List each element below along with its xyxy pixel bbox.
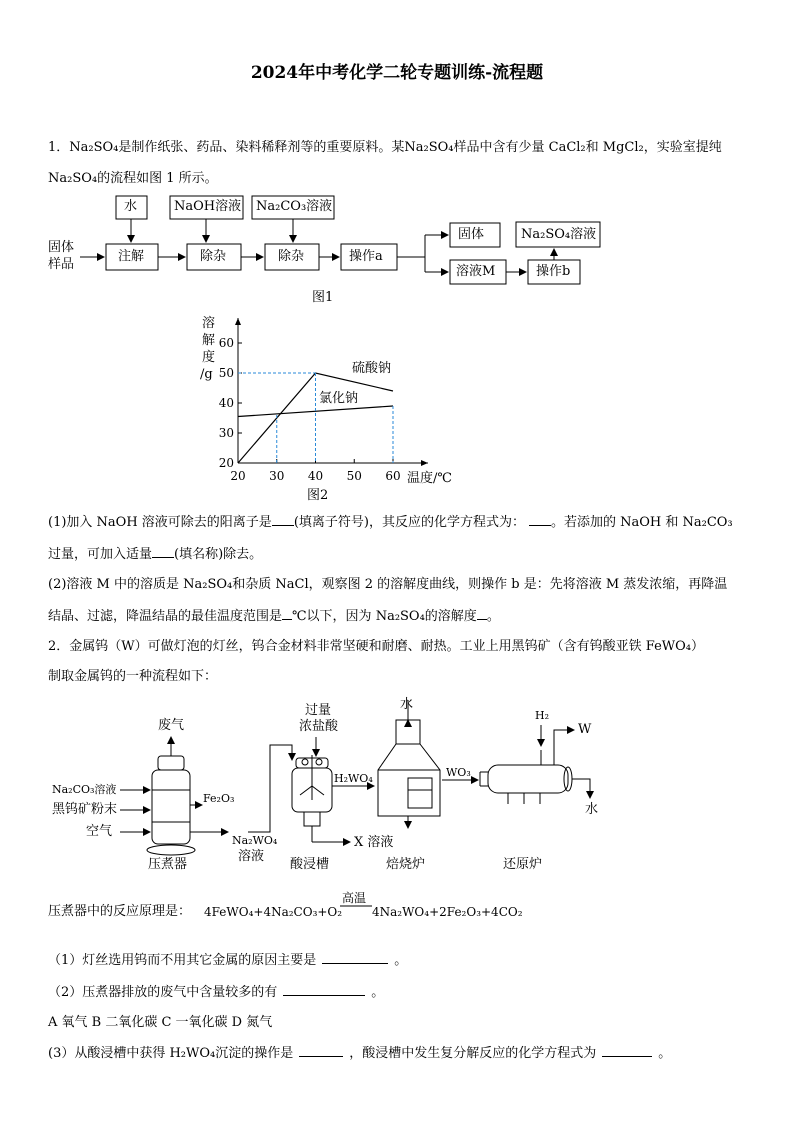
x-tick-label: 50 [346, 469, 362, 483]
label-solution: 溶液 [238, 849, 265, 864]
label-acid-tank: 酸浸槽 [290, 857, 330, 872]
q2-intro-line1: 2．金属钨（W）可做灯泡的灯丝，钨合金材料非常坚硬和耐磨、耐热。工业上用黑钨矿（含有钨酸亚铁 FeWO₄） [48, 639, 704, 654]
label-pressure-cooker: 压煮器 [148, 857, 188, 872]
flow-reagent-naoh: NaOH溶液 [174, 199, 242, 214]
answer-blank-q2-1[interactable] [322, 951, 388, 964]
y-tick-label: 50 [218, 366, 234, 380]
reaction-condition: 高温 [342, 891, 367, 905]
series-label-sodium-sulfate: 硫酸钠 [352, 361, 392, 376]
flow-step-dissolve: 注解 [118, 249, 145, 264]
series-label-sodium-chloride: 氯化钠 [319, 391, 359, 406]
label-na2wo4: Na₂WO₄ [232, 834, 278, 847]
y-tick-label: 60 [218, 336, 234, 350]
label-exhaust-gas: 废气 [158, 718, 185, 733]
q2-sub1 [48, 951, 407, 970]
q1-sub1-text-e: (填名称)除去。 [174, 547, 263, 562]
q2-sub3 [48, 1044, 671, 1063]
label-input-na2co3: Na₂CO₃溶液 [52, 783, 117, 796]
answer-blank-q2-2[interactable] [283, 983, 365, 996]
x-tick-label: 40 [307, 469, 324, 483]
y-tick-label: 40 [218, 396, 234, 410]
chart-ylabel-2: 解 [202, 333, 216, 348]
flow-solution-m: 溶液M [456, 264, 496, 279]
label-x-solution: X 溶液 [354, 835, 394, 850]
q2-sub3-text-c: 。 [658, 1046, 672, 1061]
answer-blank-q2-3a[interactable] [299, 1044, 343, 1057]
q1-sub1-text-b: (填离子符号)，其反应的化学方程式为： [293, 515, 525, 530]
reaction-label: 压煮器中的反应原理是： [48, 904, 192, 919]
flow-solid: 固体 [458, 227, 485, 242]
q2-intro-line2: 制取金属钨的一种流程如下： [48, 669, 218, 684]
chart-ylabel-4: /g [200, 367, 213, 382]
q2-sub3-text-a: (3）从酸浸槽中获得 H₂WO₄沉淀的操作是 [48, 1046, 294, 1061]
flow-product: Na₂SO₄溶液 [521, 227, 597, 242]
q2-sub2-text: （2）压煮器排放的废气中含量较多的有 [48, 985, 278, 1000]
label-reduction-furnace: 还原炉 [503, 857, 543, 872]
label-wo3: WO₃ [446, 766, 471, 779]
flow-step-remove-2: 除杂 [278, 249, 305, 264]
label-h2: H₂ [535, 709, 550, 722]
label-fe2o3: Fe₂O₃ [203, 792, 235, 805]
flow-operation-b: 操作b [536, 264, 571, 279]
label-w: W [578, 722, 592, 737]
flow-input-label-1: 固体 [48, 240, 75, 255]
y-tick-label: 20 [218, 456, 234, 470]
label-input-air: 空气 [86, 824, 113, 839]
answer-blank-q2-3b[interactable] [602, 1044, 652, 1057]
q1-sub1-text-d: 过量，可加入适量 [48, 547, 153, 562]
chart-ylabel-1: 溶 [202, 316, 216, 331]
q2-sub2-end: 。 [371, 985, 385, 1000]
x-tick-label: 20 [230, 469, 246, 483]
figure2-caption: 图2 [307, 488, 329, 503]
flow-step-remove-1: 除杂 [200, 249, 227, 264]
label-water-out: 水 [585, 802, 599, 817]
reaction-left: 4FeWO₄+4Na₂CO₃+O₂ [204, 905, 343, 919]
flow-input-label-2: 样品 [48, 257, 75, 272]
q1-intro-line2: Na₂SO₄的流程如图 1 所示。 [48, 171, 218, 186]
q1-sub1-text-a: (1)加入 NaOH 溶液可除去的阳离子是 [48, 515, 272, 530]
chart-xlabel: 温度/℃ [407, 471, 452, 486]
q1-sub2-line1: (2)溶液 M 中的溶质是 Na₂SO₄和杂质 NaCl，观察图 2 的溶解度曲线，则操作 b 是：先将溶液 M 蒸发浓缩，再降温 [48, 577, 728, 592]
figure1-caption: 图1 [312, 290, 334, 305]
q1-intro-line1: 1．Na₂SO₄是制作纸张、药品、染料稀释剂等的重要原料。某Na₂SO₄样品中含有少量 CaCl₂和 MgCl₂，实验室提纯 [48, 140, 722, 155]
flow-reagent-na2co3: Na₂CO₃溶液 [256, 199, 333, 214]
label-excess: 过量 [305, 703, 332, 718]
q1-sub2-text-c: ℃以下，因为 Na₂SO₄的溶解度 [292, 609, 477, 624]
q2-options: A 氧气 B 二氧化碳 C 一氧化碳 D 氮气 [48, 1015, 273, 1030]
page-title: 2024年中考化学二轮专题训练-流程题 [250, 63, 544, 83]
x-tick-label: 30 [269, 469, 285, 483]
q1-sub1-text-c: 。若添加的 NaOH 和 Na₂CO₃ [550, 515, 733, 530]
y-tick-label: 30 [218, 426, 234, 440]
q1-sub2-text-b: 结晶、过滤，降温结晶的最佳温度范围是 [48, 609, 283, 624]
label-roasting-furnace: 焙烧炉 [386, 857, 426, 872]
label-water-top: 水 [400, 697, 414, 712]
flow-reagent-water: 水 [124, 199, 138, 214]
q2-sub2 [48, 983, 384, 1002]
q2-sub1-end: 。 [394, 953, 408, 968]
label-conc-hcl: 浓盐酸 [299, 719, 339, 734]
q2-sub3-text-b: ，酸浸槽中发生复分解反应的化学方程式为 [349, 1046, 597, 1061]
q2-sub1-text: （1）灯丝选用钨而不用其它金属的原因主要是 [48, 953, 317, 968]
label-h2wo4: H₂WO₄ [334, 772, 373, 785]
q1-sub2-text-d: 。 [486, 609, 500, 624]
chart-ylabel-3: 度 [202, 350, 216, 365]
flow-step-operation-a: 操作a [349, 249, 383, 264]
label-input-ore: 黑钨矿粉末 [52, 802, 118, 817]
reaction-right: 4Na₂WO₄+2Fe₂O₃+4CO₂ [372, 905, 523, 919]
x-tick-label: 60 [385, 469, 401, 483]
